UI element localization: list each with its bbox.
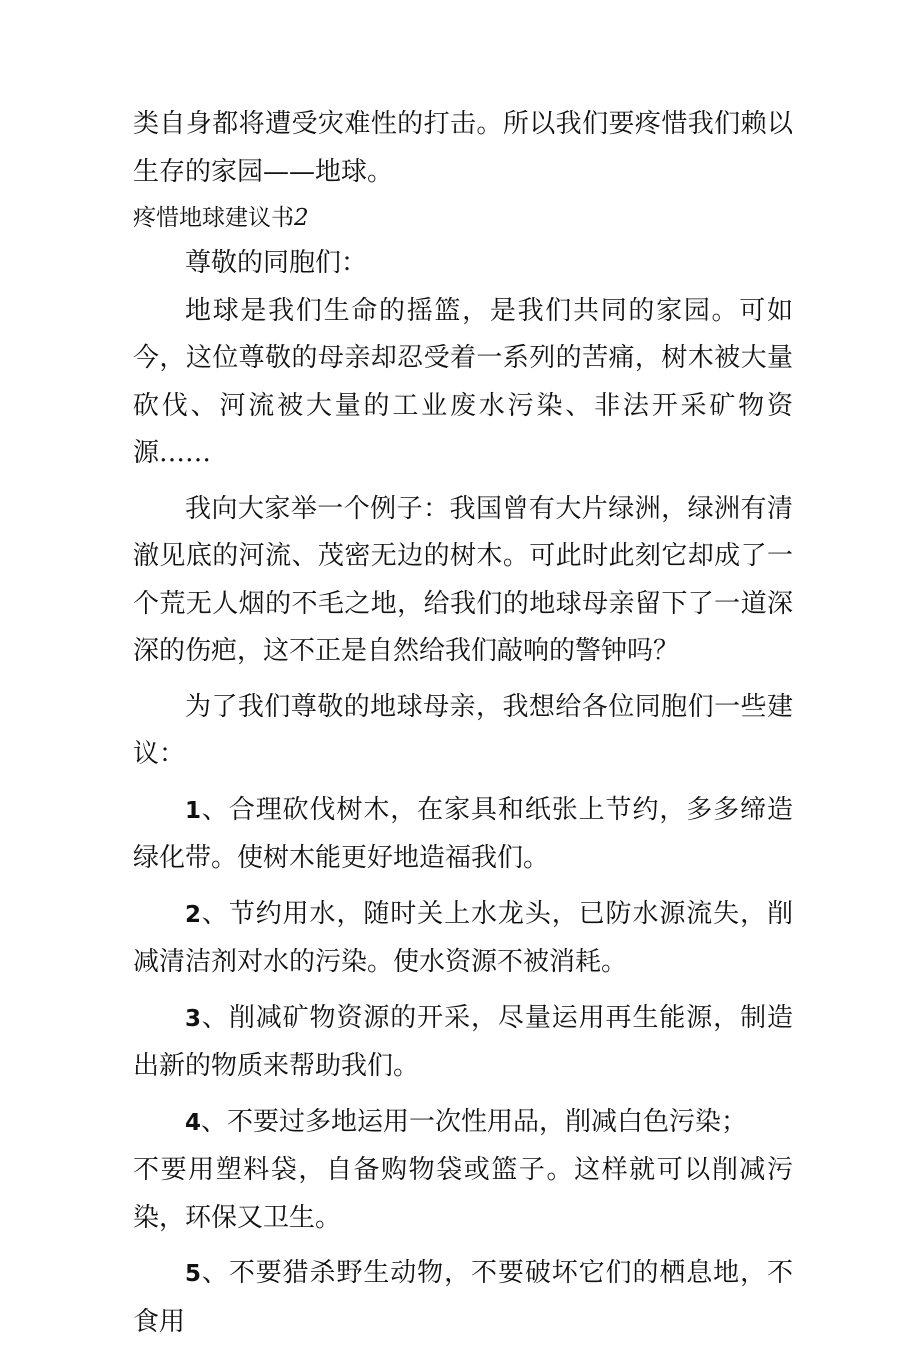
suggestion-item — [133, 1250, 793, 1346]
suggestion-text: 、合理砍伐树木，在家具和纸张上节约，多多缔造绿化带。使树木能更好地造福我们。 — [133, 794, 793, 873]
body-paragraph: 为了我们尊敬的地球母亲，我想给各位同胞们一些建议： — [133, 691, 793, 769]
body-paragraph: 地球是我们生命的摇篮，是我们共同的家园。可如今，这位尊敬的母亲却忍受着一系列的苦痛，树木被大量砍伐、河流被大量的工业废水污染、非法开采矿物资源…… — [133, 295, 793, 468]
suggestion-item — [133, 1099, 793, 1148]
suggestion-number: 3 — [185, 1005, 202, 1032]
suggestion-text: 、不要过多地运用一次性用品，削减白色污染； — [201, 1106, 748, 1137]
suggestion-number: 1 — [185, 797, 202, 824]
suggestion-number: 4 — [185, 1109, 202, 1136]
suggestion-number: 5 — [185, 1261, 202, 1287]
section-title-text: 疼惜地球建议书 — [133, 205, 294, 231]
suggestion-item — [133, 891, 793, 987]
suggestion-text: 、节约用水，随时关上水龙头，已防水源流失，削减清洁剂对水的污染。使水资源不被消耗。 — [133, 898, 793, 977]
body-paragraph: 我向大家举一个例子：我国曾有大片绿洲，绿洲有清澈见底的河流、茂密无边的树木。可此时此刻它却成了一个荒无人烟的不毛之地，给我们的地球母亲留下了一道深深的伤疤，这不正是自然给我们敲响的警钟吗？ — [133, 493, 793, 666]
section-title-number: 2 — [294, 205, 309, 231]
suggestion-item — [133, 787, 793, 883]
document-page — [133, 101, 793, 1346]
suggestion-item — [133, 995, 793, 1091]
section-title — [133, 196, 793, 240]
salutation: 尊敬的同胞们： — [185, 248, 368, 278]
suggestion-text: 、不要猎杀野生动物，不要破坏它们的栖息地，不食用 — [133, 1258, 793, 1337]
suggestion-number: 2 — [185, 901, 202, 928]
suggestion-text: 、削减矿物资源的开采，尽量运用再生能源，制造出新的物质来帮助我们。 — [133, 1002, 793, 1081]
suggestion-continuation: 不要用塑料袋，自备购物袋或篮子。这样就可以削减污染，环保又卫生。 — [133, 1155, 793, 1233]
intro-tail-paragraph: 类自身都将遭受灾难性的打击。所以我们要疼惜我们赖以生存的家园——地球。 — [133, 109, 793, 187]
